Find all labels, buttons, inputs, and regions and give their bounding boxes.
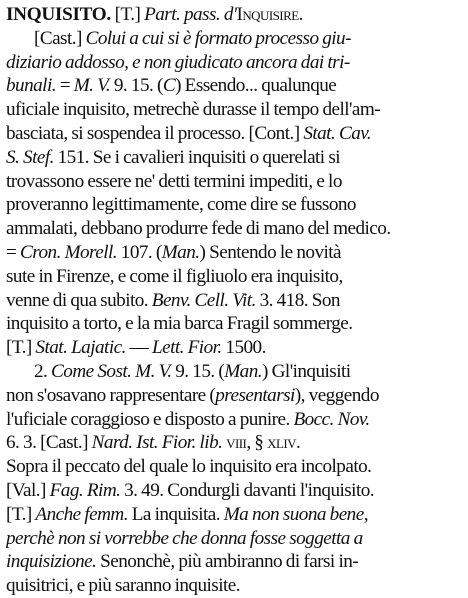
italic-run: bunali. (6, 75, 56, 97)
text-run: 6. 3. [Cast.] (6, 432, 92, 454)
italic-run: inquisizione. (6, 551, 97, 573)
entry-line (6, 503, 465, 527)
entry-line (6, 479, 465, 503)
text-run: 2. (34, 360, 52, 382)
entry-line (6, 217, 465, 241)
entry-line (6, 574, 465, 598)
text-run: La inquisita. (127, 503, 224, 525)
italic-run: Come Sost. M. V. (51, 360, 172, 382)
small-caps-run: viii (226, 432, 247, 454)
text-run: venne di qua subito. (6, 289, 152, 311)
entry-line (6, 360, 465, 384)
entry-line (6, 384, 465, 408)
italic-run: Part. pass. d' (144, 4, 237, 25)
entry-line (6, 146, 465, 170)
italic-run: Bocc. Nov. (293, 408, 370, 430)
entry-line (6, 289, 465, 313)
text-run: quisitrici, e più saranno inquisite. (6, 575, 240, 597)
italic-run: Benv. Cell. Vit. (151, 289, 256, 311)
text-run: ) Sentendo le novità (199, 241, 342, 263)
italic-run: Man. (161, 241, 200, 263)
text-run: [Cast.] (34, 27, 86, 49)
text-run: = (55, 75, 74, 97)
entry-line (6, 241, 465, 265)
text-run: Senonchè, più ambiranno di farsi in- (96, 551, 359, 573)
italic-run: diziario addosso, e non giudicato ancora dai tri- (6, 51, 350, 73)
entry-line (6, 527, 465, 551)
italic-run: S. Stef. (6, 146, 54, 168)
entry-line (6, 431, 465, 455)
italic-run: C (162, 75, 176, 97)
text-run: = (6, 241, 21, 263)
text-run: uficiale inquisito, metrechè durasse il tempo dell'am- (6, 99, 381, 121)
text-run: l'uficiale coraggioso e disposto a punire. (6, 408, 294, 430)
italic-run: Fag. Rim. (49, 479, 121, 501)
italic-run: Man. (224, 360, 263, 382)
text-run: trovassono essere ne' detti termini impediti, e lo (6, 170, 342, 192)
entry-line (6, 312, 465, 336)
text-run: 151. Se i cavalieri inquisiti o querelati si (53, 146, 341, 168)
italic-run: Colui a cui si è formato processo giu- (85, 27, 351, 49)
entry-line (6, 122, 465, 146)
italic-run: presentarsi (215, 384, 295, 406)
entry-line (6, 3, 465, 27)
small-caps-run: xliv (267, 432, 296, 454)
entry-line (6, 98, 465, 122)
entry-line (6, 193, 465, 217)
text-run: ) Essendo... qualunque (175, 75, 337, 97)
text-run: sute in Firenze, e come il figliuolo era inquisito, (6, 265, 343, 287)
italic-run: perchè non si vorrebbe che donna fosse soggetta a (6, 527, 363, 549)
text-run: 9. 15. ( (171, 360, 225, 382)
text-run: basciata, si sospendea il processo. [Cont.] (6, 122, 304, 144)
entry-line (6, 170, 465, 194)
entry-line (6, 550, 465, 574)
italic-run: Lett. Fior. (151, 337, 222, 359)
italic-run: Stat. Cav. (303, 122, 372, 144)
text-run: [Val.] (6, 479, 50, 501)
entry-line (6, 336, 465, 360)
italic-run: Ma non suona bene, (223, 503, 368, 525)
text-run: , § (246, 432, 268, 454)
text-run: [T.] (110, 4, 145, 25)
dictionary-entry-inquisito (6, 3, 465, 598)
italic-run: Anche femm. (35, 503, 128, 525)
text-run: Sopra il peccato del quale lo inquisito era incolpato. (6, 456, 372, 478)
entry-line (6, 408, 465, 432)
headword: INQUISITO. (6, 4, 111, 25)
text-run: [T.] (6, 503, 36, 525)
text-run: 3. 49. Condurgli davanti l'inquisito. (120, 479, 375, 501)
text-run: ) Gl'inquisiti (262, 360, 351, 382)
entry-line (6, 265, 465, 289)
text-run: ammalati, debbano produrre fede di mano del medico. (6, 218, 391, 240)
text-run: — (125, 337, 152, 359)
entry-line (6, 51, 465, 75)
italic-run: M. V. (73, 75, 111, 97)
text-run: proveranno legittimamente, come dire se fussono (6, 194, 356, 216)
text-run: [T.] (6, 337, 36, 359)
entry-line (6, 27, 465, 51)
italic-run: Nard. Ist. Fior. lib. (91, 432, 223, 454)
italic-run: Cron. Morell. (20, 241, 118, 263)
text-run: ), veggendo (294, 384, 379, 406)
italic-run: Stat. Lajatic. (35, 337, 126, 359)
text-run: non s'osavano rappresentare ( (6, 384, 216, 406)
entry-line (6, 74, 465, 98)
text-run: 3. 418. Son (255, 289, 340, 311)
text-run: . (298, 4, 303, 25)
entry-line (6, 455, 465, 479)
text-run: inquisito a torto, e la mia barca Fragil sommerge. (6, 313, 353, 335)
text-run: 107. ( (117, 241, 162, 263)
small-caps-run: Inquisire (236, 4, 299, 25)
text-run: 1500. (221, 337, 266, 359)
text-run: 9. 15. ( (110, 75, 163, 97)
text-run: . (295, 432, 301, 454)
